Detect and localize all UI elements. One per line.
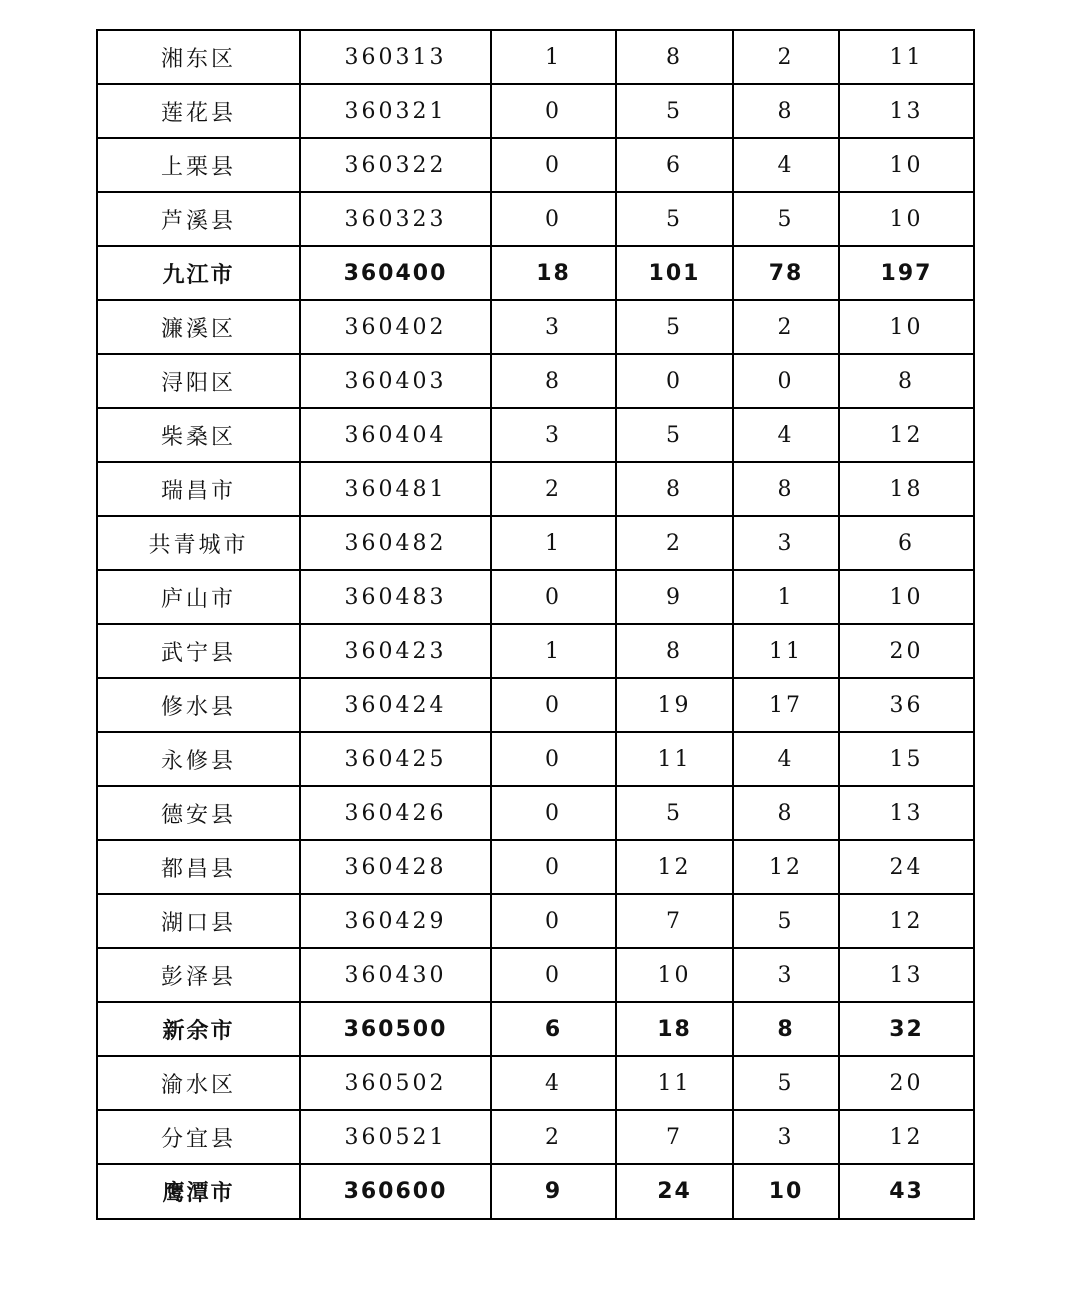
count-3-cell: 11 — [733, 624, 839, 678]
region-name-cell: 修水县 — [97, 678, 300, 732]
count-1-cell: 0 — [491, 948, 616, 1002]
count-2-cell: 5 — [616, 84, 733, 138]
count-2-cell: 19 — [616, 678, 733, 732]
table-row — [97, 1056, 974, 1110]
region-name-cell: 浔阳区 — [97, 354, 300, 408]
count-1-cell: 2 — [491, 462, 616, 516]
region-code-cell: 360322 — [300, 138, 491, 192]
region-name-cell: 永修县 — [97, 732, 300, 786]
count-2-cell: 6 — [616, 138, 733, 192]
region-name-cell: 鹰潭市 — [97, 1164, 300, 1219]
region-code-cell: 360500 — [300, 1002, 491, 1056]
count-3-cell: 8 — [733, 84, 839, 138]
count-1-cell: 0 — [491, 570, 616, 624]
total-cell: 20 — [839, 1056, 974, 1110]
count-3-cell: 78 — [733, 246, 839, 300]
region-name-cell: 湘东区 — [97, 30, 300, 84]
count-2-cell: 8 — [616, 462, 733, 516]
region-name-cell: 新余市 — [97, 1002, 300, 1056]
region-code-cell: 360404 — [300, 408, 491, 462]
count-1-cell: 18 — [491, 246, 616, 300]
region-name-cell: 濂溪区 — [97, 300, 300, 354]
table-row — [97, 516, 974, 570]
region-code-cell: 360521 — [300, 1110, 491, 1164]
count-3-cell: 5 — [733, 894, 839, 948]
count-3-cell: 5 — [733, 192, 839, 246]
table-row — [97, 624, 974, 678]
table-row — [97, 840, 974, 894]
total-cell: 11 — [839, 30, 974, 84]
table-row — [97, 354, 974, 408]
total-cell: 20 — [839, 624, 974, 678]
total-cell: 12 — [839, 894, 974, 948]
count-1-cell: 0 — [491, 840, 616, 894]
table-row — [97, 1002, 974, 1056]
count-2-cell: 101 — [616, 246, 733, 300]
region-name-cell: 分宜县 — [97, 1110, 300, 1164]
count-2-cell: 11 — [616, 732, 733, 786]
count-1-cell: 1 — [491, 516, 616, 570]
total-cell: 36 — [839, 678, 974, 732]
total-cell: 13 — [839, 84, 974, 138]
region-name-cell: 上栗县 — [97, 138, 300, 192]
count-2-cell: 5 — [616, 300, 733, 354]
region-code-cell: 360313 — [300, 30, 491, 84]
count-1-cell: 6 — [491, 1002, 616, 1056]
count-2-cell: 0 — [616, 354, 733, 408]
region-name-cell: 芦溪县 — [97, 192, 300, 246]
region-name-cell: 共青城市 — [97, 516, 300, 570]
count-1-cell: 0 — [491, 192, 616, 246]
count-2-cell: 8 — [616, 624, 733, 678]
table-row — [97, 84, 974, 138]
count-2-cell: 10 — [616, 948, 733, 1002]
table-row — [97, 732, 974, 786]
count-1-cell: 4 — [491, 1056, 616, 1110]
region-name-cell: 莲花县 — [97, 84, 300, 138]
table-row — [97, 570, 974, 624]
count-1-cell: 0 — [491, 678, 616, 732]
total-cell: 12 — [839, 1110, 974, 1164]
count-3-cell: 4 — [733, 408, 839, 462]
count-1-cell: 1 — [491, 624, 616, 678]
count-2-cell: 12 — [616, 840, 733, 894]
count-3-cell: 3 — [733, 1110, 839, 1164]
region-name-cell: 渝水区 — [97, 1056, 300, 1110]
region-name-cell: 德安县 — [97, 786, 300, 840]
table-row — [97, 462, 974, 516]
total-cell: 13 — [839, 948, 974, 1002]
count-3-cell: 2 — [733, 300, 839, 354]
total-cell: 15 — [839, 732, 974, 786]
region-name-cell: 庐山市 — [97, 570, 300, 624]
table-row — [97, 138, 974, 192]
table-row — [97, 1110, 974, 1164]
count-3-cell: 8 — [733, 1002, 839, 1056]
region-name-cell: 湖口县 — [97, 894, 300, 948]
count-2-cell: 7 — [616, 894, 733, 948]
count-1-cell: 0 — [491, 732, 616, 786]
table-row — [97, 786, 974, 840]
count-3-cell: 5 — [733, 1056, 839, 1110]
total-cell: 13 — [839, 786, 974, 840]
region-code-cell: 360483 — [300, 570, 491, 624]
table-row — [97, 246, 974, 300]
total-cell: 43 — [839, 1164, 974, 1219]
count-1-cell: 3 — [491, 300, 616, 354]
count-3-cell: 2 — [733, 30, 839, 84]
count-3-cell: 1 — [733, 570, 839, 624]
total-cell: 6 — [839, 516, 974, 570]
count-3-cell: 8 — [733, 786, 839, 840]
region-code-cell: 360423 — [300, 624, 491, 678]
count-3-cell: 4 — [733, 138, 839, 192]
region-code-cell: 360323 — [300, 192, 491, 246]
total-cell: 10 — [839, 138, 974, 192]
region-code-cell: 360402 — [300, 300, 491, 354]
count-1-cell: 2 — [491, 1110, 616, 1164]
total-cell: 197 — [839, 246, 974, 300]
region-name-cell: 柴桑区 — [97, 408, 300, 462]
count-3-cell: 0 — [733, 354, 839, 408]
region-name-cell: 九江市 — [97, 246, 300, 300]
count-3-cell: 12 — [733, 840, 839, 894]
count-2-cell: 5 — [616, 192, 733, 246]
region-code-cell: 360426 — [300, 786, 491, 840]
count-1-cell: 1 — [491, 30, 616, 84]
region-name-cell: 瑞昌市 — [97, 462, 300, 516]
table-row — [97, 678, 974, 732]
table-body — [97, 30, 974, 1219]
count-1-cell: 0 — [491, 138, 616, 192]
region-code-cell: 360428 — [300, 840, 491, 894]
total-cell: 18 — [839, 462, 974, 516]
region-code-cell: 360482 — [300, 516, 491, 570]
count-1-cell: 9 — [491, 1164, 616, 1219]
region-code-cell: 360481 — [300, 462, 491, 516]
count-3-cell: 3 — [733, 948, 839, 1002]
count-3-cell: 10 — [733, 1164, 839, 1219]
region-code-cell: 360400 — [300, 246, 491, 300]
table-row — [97, 1164, 974, 1219]
count-1-cell: 3 — [491, 408, 616, 462]
count-2-cell: 5 — [616, 786, 733, 840]
count-2-cell: 8 — [616, 30, 733, 84]
count-2-cell: 9 — [616, 570, 733, 624]
region-name-cell: 彭泽县 — [97, 948, 300, 1002]
region-code-cell: 360321 — [300, 84, 491, 138]
region-code-cell: 360502 — [300, 1056, 491, 1110]
count-1-cell: 0 — [491, 84, 616, 138]
count-3-cell: 4 — [733, 732, 839, 786]
table-row — [97, 300, 974, 354]
count-1-cell: 0 — [491, 894, 616, 948]
region-code-cell: 360425 — [300, 732, 491, 786]
total-cell: 12 — [839, 408, 974, 462]
region-name-cell: 都昌县 — [97, 840, 300, 894]
count-1-cell: 8 — [491, 354, 616, 408]
count-2-cell: 7 — [616, 1110, 733, 1164]
count-2-cell: 11 — [616, 1056, 733, 1110]
count-2-cell: 2 — [616, 516, 733, 570]
total-cell: 10 — [839, 300, 974, 354]
total-cell: 10 — [839, 570, 974, 624]
total-cell: 10 — [839, 192, 974, 246]
count-3-cell: 3 — [733, 516, 839, 570]
total-cell: 8 — [839, 354, 974, 408]
count-2-cell: 24 — [616, 1164, 733, 1219]
table-row — [97, 192, 974, 246]
table-row — [97, 408, 974, 462]
count-2-cell: 5 — [616, 408, 733, 462]
region-code-cell: 360430 — [300, 948, 491, 1002]
total-cell: 32 — [839, 1002, 974, 1056]
region-name-cell: 武宁县 — [97, 624, 300, 678]
region-code-cell: 360424 — [300, 678, 491, 732]
region-code-cell: 360600 — [300, 1164, 491, 1219]
count-3-cell: 17 — [733, 678, 839, 732]
total-cell: 24 — [839, 840, 974, 894]
table-row — [97, 894, 974, 948]
region-code-cell: 360403 — [300, 354, 491, 408]
table-row — [97, 948, 974, 1002]
count-3-cell: 8 — [733, 462, 839, 516]
region-code-cell: 360429 — [300, 894, 491, 948]
data-table — [96, 29, 975, 1220]
table-row — [97, 30, 974, 84]
count-2-cell: 18 — [616, 1002, 733, 1056]
count-1-cell: 0 — [491, 786, 616, 840]
